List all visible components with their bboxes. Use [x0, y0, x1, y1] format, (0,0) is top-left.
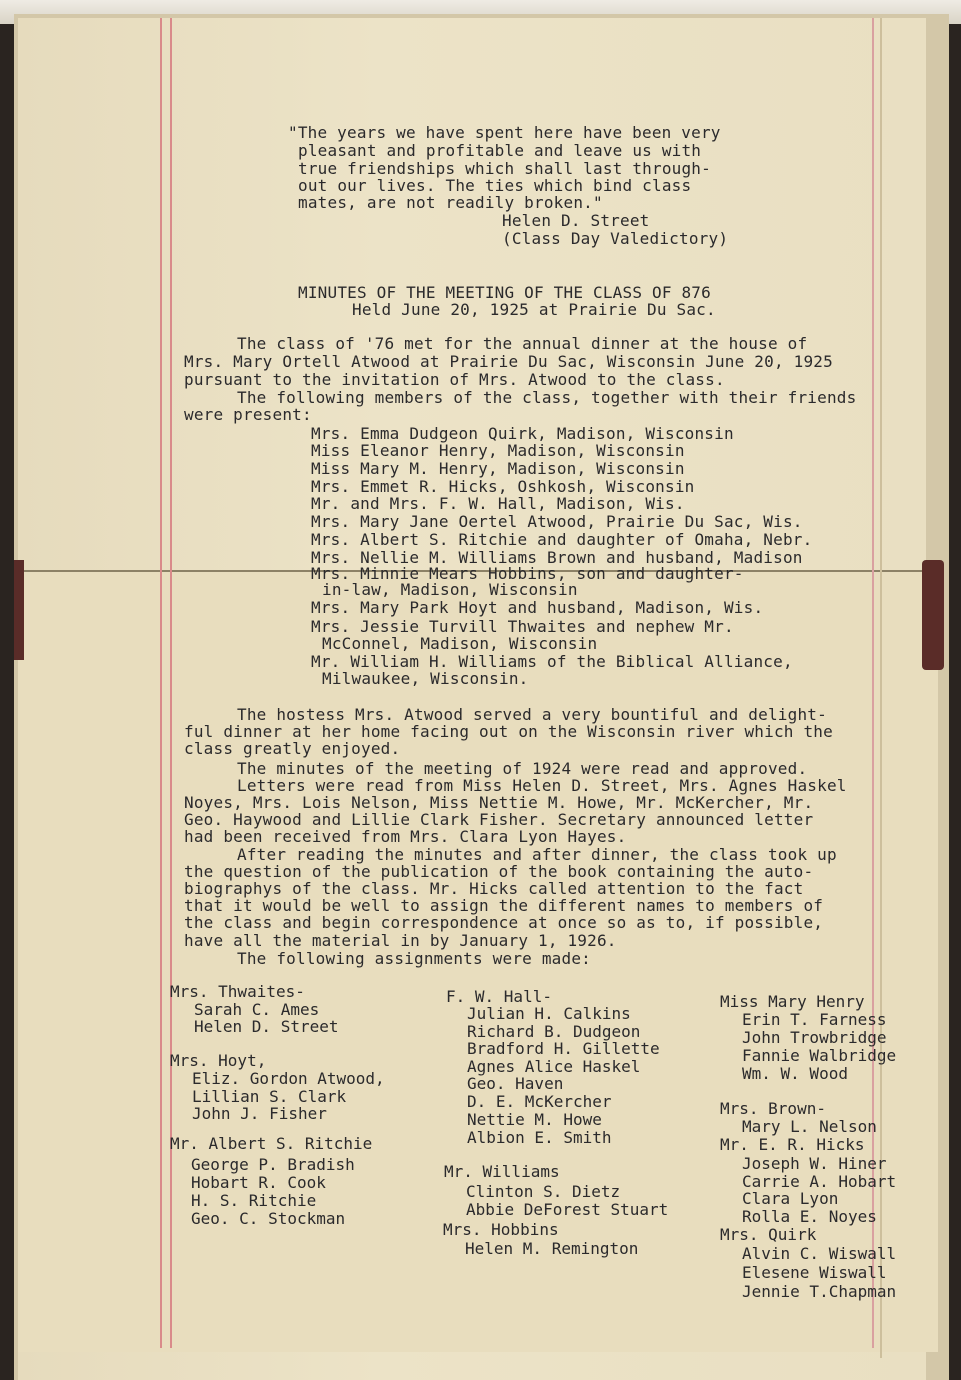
- binder-tab-left: [14, 560, 24, 660]
- attendee-item: Mrs. Emmet R. Hicks, Oshkosh, Wisconsin: [311, 477, 695, 496]
- attendee-item: Mrs. Nellie M. Williams Brown and husband, Madison: [311, 548, 803, 567]
- assignment-name: Julian H. Calkins: [467, 1004, 631, 1023]
- assignment-name: Richard B. Dudgeon: [467, 1022, 641, 1041]
- assignment-name: Eliz. Gordon Atwood,: [192, 1069, 385, 1088]
- attendee-item: Mrs. Emma Dudgeon Quirk, Madison, Wisconsin: [311, 424, 734, 443]
- body-line: Geo. Haywood and Lillie Clark Fisher. Secretary announced letter: [184, 810, 814, 829]
- body-line: biographys of the class. Mr. Hicks called attention to the fact: [184, 879, 804, 898]
- assignment-group-head: Mrs. Thwaites-: [170, 982, 305, 1001]
- attendee-item: Miss Mary M. Henry, Madison, Wisconsin: [311, 459, 685, 478]
- intro-line: The following members of the class, together with their friends: [237, 388, 857, 407]
- attendee-item: Mr. William H. Williams of the Biblical Alliance,: [311, 652, 793, 671]
- intro-line: pursuant to the invitation of Mrs. Atwood to the class.: [184, 370, 725, 389]
- attendee-item: Mrs. Mary Park Hoyt and husband, Madison, Wis.: [311, 598, 764, 617]
- assignment-name: Hobart R. Cook: [191, 1173, 326, 1192]
- margin-line-left-1: [160, 18, 162, 1348]
- attendee-item: McConnel, Madison, Wisconsin: [322, 634, 598, 653]
- assignment-name: Clinton S. Dietz: [466, 1182, 621, 1201]
- assignment-name: Bradford H. Gillette: [467, 1039, 660, 1058]
- quote-source: (Class Day Valedictory): [502, 229, 729, 248]
- assignment-name: Alvin C. Wiswall: [742, 1244, 897, 1263]
- quote-author: Helen D. Street: [502, 211, 650, 230]
- attendee-item: Mrs. Minnie Mears Hobbins, son and daughter-: [311, 564, 744, 583]
- attendee-item: Mrs. Albert S. Ritchie and daughter of Omaha, Nebr.: [311, 530, 813, 549]
- assignment-name: Helen D. Street: [194, 1017, 339, 1036]
- quote-line: true friendships which shall last through-: [298, 159, 711, 178]
- attendee-item: Mrs. Mary Jane Oertel Atwood, Prairie Du Sac, Wis.: [311, 512, 803, 531]
- body-line: The following assignments were made:: [237, 949, 591, 968]
- attendee-item: Milwaukee, Wisconsin.: [322, 669, 529, 688]
- binder-tab-right: [922, 560, 944, 670]
- assignment-group-head: Mrs. Hobbins: [443, 1220, 559, 1239]
- assignment-name: Joseph W. Hiner: [742, 1154, 887, 1173]
- assignment-group-head: Mrs. Brown-: [720, 1099, 826, 1118]
- assignment-name: H. S. Ritchie: [191, 1191, 317, 1210]
- assignment-name: John Trowbridge: [742, 1028, 887, 1047]
- assignment-group-head: Mrs. Quirk: [720, 1225, 817, 1244]
- body-line: class greatly enjoyed.: [184, 739, 401, 758]
- assignment-name: Abbie DeForest Stuart: [466, 1200, 669, 1219]
- assignment-name: Geo. Haven: [467, 1074, 564, 1093]
- minutes-subheading: Held June 20, 1925 at Prairie Du Sac.: [352, 300, 716, 319]
- attendee-item: in-law, Madison, Wisconsin: [322, 580, 578, 599]
- body-line: the class and begin correspondence at once so as to, if possible,: [184, 913, 824, 932]
- quote-line: mates, are not readily broken.": [298, 193, 603, 212]
- body-line: The minutes of the meeting of 1924 were read and approved.: [237, 759, 808, 778]
- body-line: have all the material in by January 1, 1926.: [184, 931, 617, 950]
- assignment-name: Clara Lyon: [742, 1189, 839, 1208]
- minutes-heading: MINUTES OF THE MEETING OF THE CLASS OF 876: [298, 283, 711, 302]
- assignment-name: Nettie M. Howe: [467, 1110, 602, 1129]
- assignment-name: Wm. W. Wood: [742, 1064, 848, 1083]
- body-line: After reading the minutes and after dinner, the class took up: [237, 845, 837, 864]
- assignment-name: Elesene Wiswall: [742, 1263, 887, 1282]
- assignment-group-head: Mr. Albert S. Ritchie: [170, 1134, 373, 1153]
- quote-line: pleasant and profitable and leave us with: [298, 141, 702, 160]
- attendee-item: Miss Eleanor Henry, Madison, Wisconsin: [311, 441, 685, 460]
- assignment-name: Agnes Alice Haskel: [467, 1057, 641, 1076]
- body-line: the question of the publication of the book containing the auto-: [184, 862, 814, 881]
- assignment-name: D. E. McKercher: [467, 1092, 612, 1111]
- body-line: Letters were read from Miss Helen D. Street, Mrs. Agnes Haskel: [237, 776, 847, 795]
- assignment-name: George P. Bradish: [191, 1155, 355, 1174]
- quote-line: out our lives. The ties which bind class: [298, 176, 692, 195]
- assignment-name: Geo. C. Stockman: [191, 1209, 346, 1228]
- assignment-name: Lillian S. Clark: [192, 1087, 347, 1106]
- attendee-item: Mrs. Jessie Turvill Thwaites and nephew Mr.: [311, 617, 734, 636]
- intro-line: Mrs. Mary Ortell Atwood at Prairie Du Sac, Wisconsin June 20, 1925: [184, 352, 833, 371]
- assignment-name: Mary L. Nelson: [742, 1117, 877, 1136]
- assignment-name: John J. Fisher: [192, 1104, 327, 1123]
- body-line: Noyes, Mrs. Lois Nelson, Miss Nettie M. Howe, Mr. McKercher, Mr.: [184, 793, 814, 812]
- intro-line: were present:: [184, 405, 312, 424]
- assignment-name: Rolla E. Noyes: [742, 1207, 877, 1226]
- assignment-name: Erin T. Farness: [742, 1010, 887, 1029]
- assignment-name: Albion E. Smith: [467, 1128, 612, 1147]
- assignment-group-head: Mr. Williams: [444, 1162, 560, 1181]
- assignment-group-head: Miss Mary Henry: [720, 992, 865, 1011]
- assignment-name: Sarah C. Ames: [194, 1000, 320, 1019]
- margin-line-right: [872, 18, 874, 1348]
- assignment-name: Jennie T.Chapman: [742, 1282, 897, 1301]
- assignment-group-head: F. W. Hall-: [446, 987, 552, 1006]
- assignment-name: Fannie Walbridge: [742, 1046, 897, 1065]
- assignment-group-head: Mrs. Hoyt,: [170, 1051, 267, 1070]
- body-line: had been received from Mrs. Clara Lyon Hayes.: [184, 827, 627, 846]
- body-line: that it would be well to assign the different names to members of: [184, 896, 824, 915]
- assignment-name: Carrie A. Hobart: [742, 1172, 897, 1191]
- assignment-name: Helen M. Remington: [465, 1239, 639, 1258]
- quote-line: "The years we have spent here have been very: [288, 123, 721, 142]
- body-line: The hostess Mrs. Atwood served a very bountiful and delight-: [237, 705, 827, 724]
- intro-line: The class of '76 met for the annual dinner at the house of: [237, 334, 808, 353]
- body-line: ful dinner at her home facing out on the Wisconsin river which the: [184, 722, 833, 741]
- attendee-item: Mr. and Mrs. F. W. Hall, Madison, Wis.: [311, 494, 685, 513]
- assignment-group-head: Mr. E. R. Hicks: [720, 1135, 865, 1154]
